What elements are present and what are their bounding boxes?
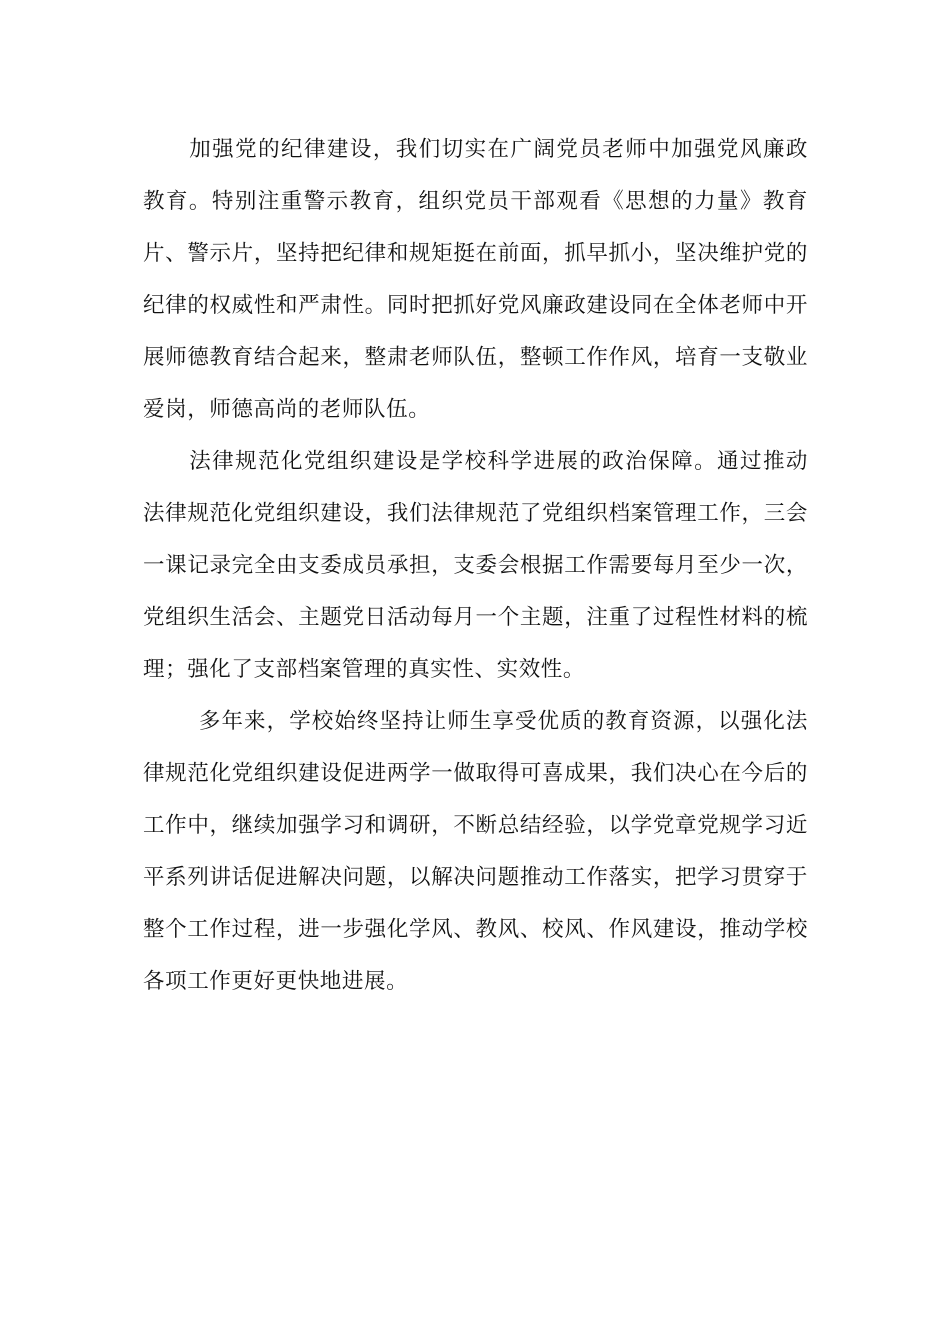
paragraph-conclusion: 多年来，学校始终坚持让师生享受优质的教育资源，以强化法律规范化党组织建设促进两学一做取得可喜成果，我们决心在今后的工作中，继续加强学习和调研，不断总结经验，以学党章党规学习近平系列讲话促进解决问题，以解决问题推动工作落实，把学习贯穿于整个工作过程，进一步强化学风、教风、校风、作风建设，推动学校各项工作更好更快地进展。 (143, 709, 808, 994)
paragraph-party-organization: 法律规范化党组织建设是学校科学进展的政治保障。通过推动法律规范化党组织建设，我们法律规范了党组织档案管理工作，三会一课记录完全由支委成员承担，支委会根据工作需要每月至少一次，党组织生活会、主题党日活动每月一个主题，注重了过程性材料的梳理；强化了支部档案管理的真实性、实效性。 (143, 449, 808, 682)
document-body (143, 124, 808, 1008)
paragraph-discipline: 加强党的纪律建设，我们切实在广阔党员老师中加强党风廉政教育。特别注重警示教育，组织党员干部观看《思想的力量》教育片、警示片，坚持把纪律和规矩挺在前面，抓早抓小，坚决维护党的纪律的权威性和严肃性。同时把抓好党风廉政建设同在全体老师中开展师德教育结合起来，整肃老师队伍，整顿工作作风，培育一支敬业爱岗，师德高尚的老师队伍。 (143, 137, 808, 422)
